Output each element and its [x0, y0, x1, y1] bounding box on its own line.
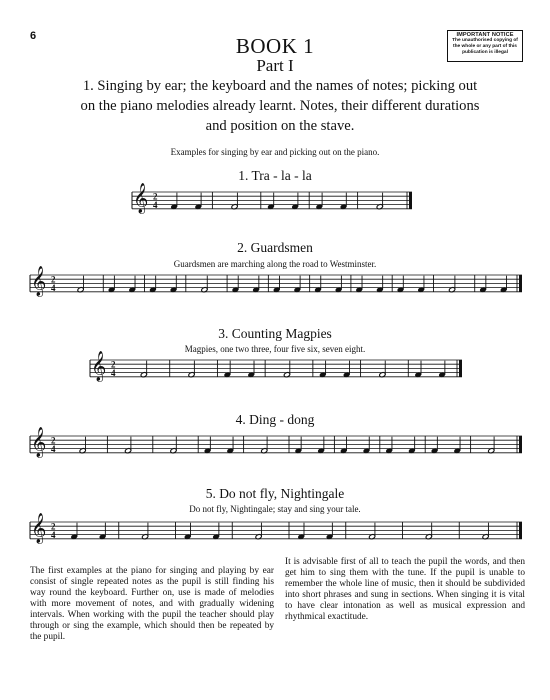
treble-clef-icon: 𝄞 [133, 183, 149, 214]
examples-note: Examples for singing by ear and picking out on the piano. [170, 147, 380, 157]
page-number: 6 [30, 30, 37, 42]
song-subtitle-3: Magpies, one two three, four five six, seven eight. [184, 344, 366, 354]
time-signature-top: 2 [51, 435, 56, 446]
song-title-4: 4. Ding - dong [235, 412, 315, 427]
treble-clef-icon: 𝄞 [31, 513, 47, 544]
song-title-5: 5. Do not fly, Nightingale [205, 486, 345, 501]
final-bar-thick [519, 522, 522, 539]
time-signature-bottom: 4 [51, 444, 56, 455]
time-signature-bottom: 4 [51, 530, 56, 541]
time-signature-bottom: 4 [111, 368, 116, 379]
song-title-3: 3. Counting Magpies [218, 326, 332, 341]
treble-clef-icon: 𝄞 [31, 266, 47, 297]
song-subtitle-5: Do not fly, Nightingale; stay and sing your tale. [189, 504, 361, 514]
time-signature-top: 2 [51, 521, 56, 532]
body-text-right: It is advisable first of all to teach the pupil the words, and then get him to sing them with the tune. If the pupil is unable to remember the whole line of music, then it should be subdivided into short phrases and sung in sections. When singing it is vital to have clear intonation as well as musical expression and rhythmical exactitude. [285, 557, 525, 622]
song-title-2: 2. Guardsmen [237, 240, 313, 255]
time-signature-bottom: 4 [51, 283, 56, 294]
notice-body: The unauthorised copying of the whole or any part of this publication is illegal [452, 38, 518, 55]
section-heading: 1. Singing by ear; the keyboard and the names of notes; picking out on the piano melodies already learnt. Notes, their different durations and position on the stave. [80, 78, 480, 134]
time-signature-top: 2 [111, 359, 116, 370]
book-title: BOOK 1 [235, 34, 315, 58]
body-text-left: The first examples at the piano for singing and playing by ear consist of single repeated notes as the pupil is still finding his way round the keyboard. Further on, use is made of melodies with more movement of notes, and with gradually widening intervals. When working with the pupil the teacher should play through or sing the example, which should then be repeated by the pupil. [30, 566, 274, 642]
notice-title: IMPORTANT NOTICE [456, 32, 514, 38]
song-subtitle-2: Guardsmen are marching along the road to Westminster. [173, 259, 377, 269]
treble-clef-icon: 𝄞 [91, 351, 107, 382]
time-signature-top: 2 [51, 274, 56, 285]
part-title: Part I [256, 56, 294, 75]
time-signature-top: 2 [153, 191, 158, 202]
song-title-1: 1. Tra - la - la [238, 168, 312, 183]
treble-clef-icon: 𝄞 [31, 427, 47, 458]
time-signature-bottom: 4 [153, 200, 158, 211]
